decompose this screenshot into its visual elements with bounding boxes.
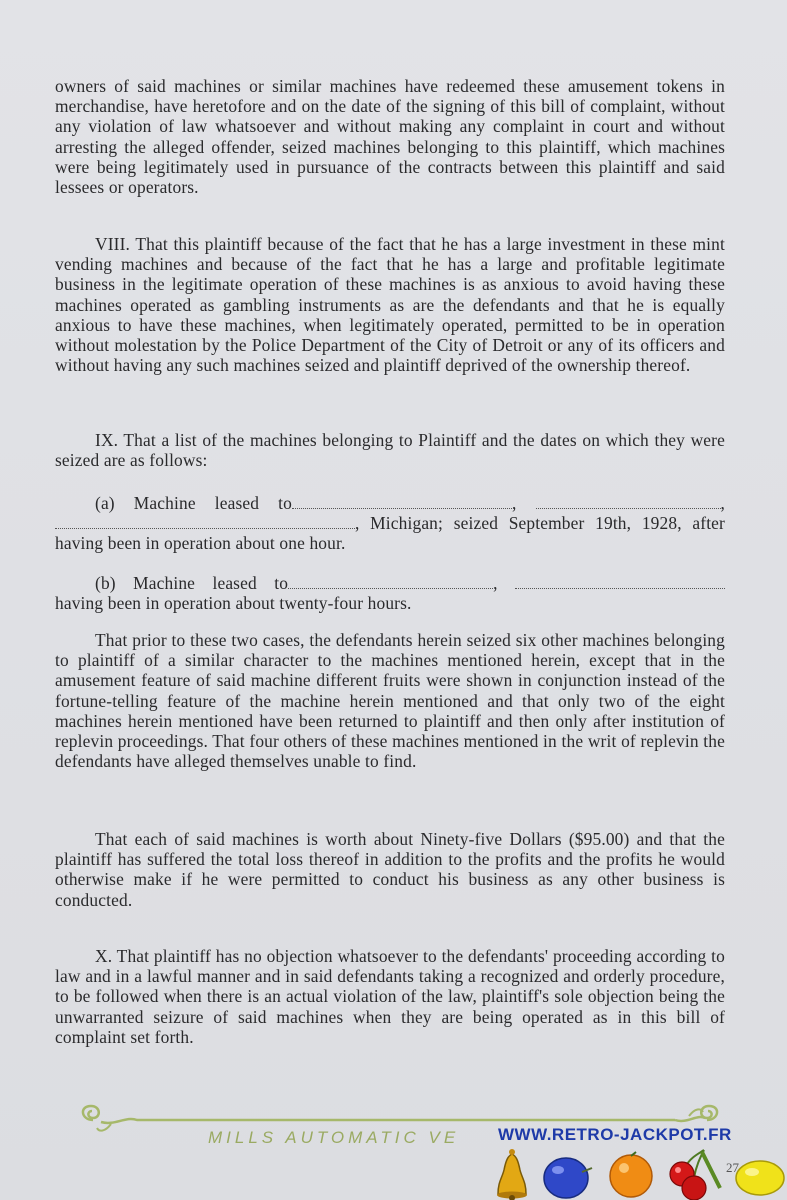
lemon-icon [736, 1161, 784, 1195]
item-b-lead: (b) Machine leased to [95, 573, 289, 593]
site-watermark: WWW.RETRO-JACKPOT.FR [498, 1125, 732, 1144]
blank-line [536, 496, 721, 509]
bell-icon [497, 1149, 527, 1200]
page-number: 27 [726, 1160, 739, 1175]
fruit-symbols [488, 1148, 787, 1200]
paragraph-item-a: (a) Machine leased to , , , Michigan; seized September 19th, 1928, after having been in operation about one hour. [55, 493, 725, 554]
item-b-rest: having been in operation about twenty-four hours. [55, 593, 412, 614]
item-a-rest: , Michigan; seized September 19th, 1928, after having been in operation about one hour. [55, 513, 725, 554]
paragraph-item-b: (b) Machine leased to , having been in operation about twenty-four hours. [55, 573, 725, 613]
paragraph-prior-seizures: That prior to these two cases, the defendants herein seized six other machines belonging to plaintiff of a similar character to the machines mentioned herein, except that in the amusement feature of said machine different fruits were shown in conjunction instead of the fortune-telling feature of the machine herein mentioned and that only two of the eight machines herein mentioned have been returned to plaintiff and then only after institution of replevin proceedings. That four others of these machines mentioned in the writ of replevin the defendants have alleged themselves unable to find. [55, 630, 725, 772]
cherry-icon [670, 1150, 720, 1200]
paragraph-ix: IX. That a list of the machines belonging to Plaintiff and the dates on which they were seized are as follows: [55, 430, 725, 471]
paragraph-continuation: owners of said machines or similar machines have redeemed these amusement tokens in merchandise, have heretofore and on the date of the signing of this bill of complaint, without any violation of law whatsoever and without making any complaint in court and without arresting the alleged offender, seized machines belonging to this plaintiff, which machines were being legitimately used in pursuance of the contracts between this plaintiff and said lessees or operators. [55, 76, 725, 198]
footer-brand: MILLS AUTOMATIC VE [208, 1128, 460, 1147]
plum-icon [544, 1158, 592, 1198]
blank-line [55, 516, 355, 529]
paragraph-viii: VIII. That this plaintiff because of the fact that he has a large investment in these mint vending machines and because of the fact that he has a large and profitable legitimate business in the legitimate operation of these machines is as anxious to avoid having these machines operated as gambling instruments as are the defendants and that he is equally anxious to have these machines, when legitimately operated, permitted to be in operation without molestation by the Police Department of the City of Detroit or any of its officers and without having any such machines seized and plaintiff deprived of the ownership thereof. [55, 234, 725, 376]
blank-line [515, 576, 725, 589]
paragraph-machine-worth: That each of said machines is worth about Ninety-five Dollars ($95.00) and that the plaintiff has suffered the total loss thereof in addition to the profits and the profits he would otherwise make if he were permitted to conduct his business as any other business is conducted. [55, 829, 725, 910]
orange-icon [610, 1152, 652, 1197]
blank-line [288, 576, 493, 589]
paragraph-x: X. That plaintiff has no objection whatsoever to the defendants' proceeding according to law and in a lawful manner and in said defendants taking a recognized and orderly procedure, to be followed when there is an actual violation of the law, plaintiff's sole objection being the unwarranted seizure of said machines when they are being operated as in this bill of complaint set forth. [55, 946, 725, 1047]
item-a-lead: (a) Machine leased to [95, 493, 292, 513]
blank-line [292, 496, 512, 509]
